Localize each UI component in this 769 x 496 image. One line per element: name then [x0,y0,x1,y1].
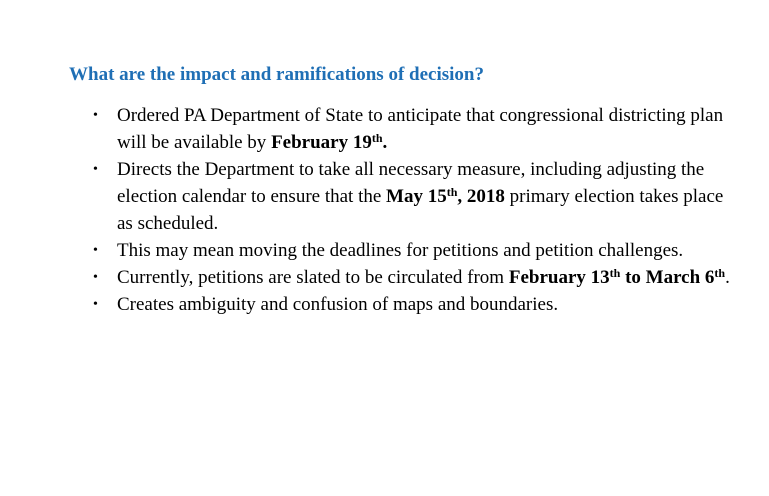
bullet-item [90,102,740,156]
text-run: . [725,267,730,288]
bullet-item [90,264,740,291]
superscript-text: th [609,266,621,280]
bullet-dot-icon: • [93,162,98,177]
bullet-text [117,240,683,261]
bullet-text [117,159,723,234]
text-run: Ordered PA Department of State to anticipate that congressional districting plan will be available by [117,105,724,153]
bullet-item [90,291,740,318]
bullet-dot-icon: • [93,243,98,258]
bullet-dot-icon: • [93,297,98,312]
text-run: primary election takes place as scheduled. [117,186,724,234]
text-run: Currently, petitions are slated to be circulated from [117,267,509,288]
text-run: Creates ambiguity and confusion of maps and boundaries. [117,294,559,315]
bold-text: February 13 [508,267,610,288]
bold-text: to March 6 [620,267,715,288]
bold-text: February 19 [271,132,372,153]
bullet-item [90,237,740,264]
bullet-text [117,267,730,288]
superscript-text: th [714,266,726,280]
bold-text: , 2018 [457,186,505,207]
section-heading: What are the impact and ramifications of decision? [69,64,484,85]
superscript-text: th [446,185,458,199]
text-run: Directs the Department to take all necessary measure, including adjusting the election calendar to ensure that the [117,159,705,207]
bullet-text [117,105,723,153]
bullet-list [90,102,740,318]
superscript-text: th [371,131,383,145]
bullet-dot-icon: • [93,270,98,285]
bullet-text [117,294,558,315]
bold-text: . [382,132,388,153]
bold-text: May 15 [386,186,447,207]
bullet-item [90,156,740,237]
bullet-dot-icon: • [93,108,98,123]
text-run: This may mean moving the deadlines for petitions and petition challenges. [117,240,684,261]
